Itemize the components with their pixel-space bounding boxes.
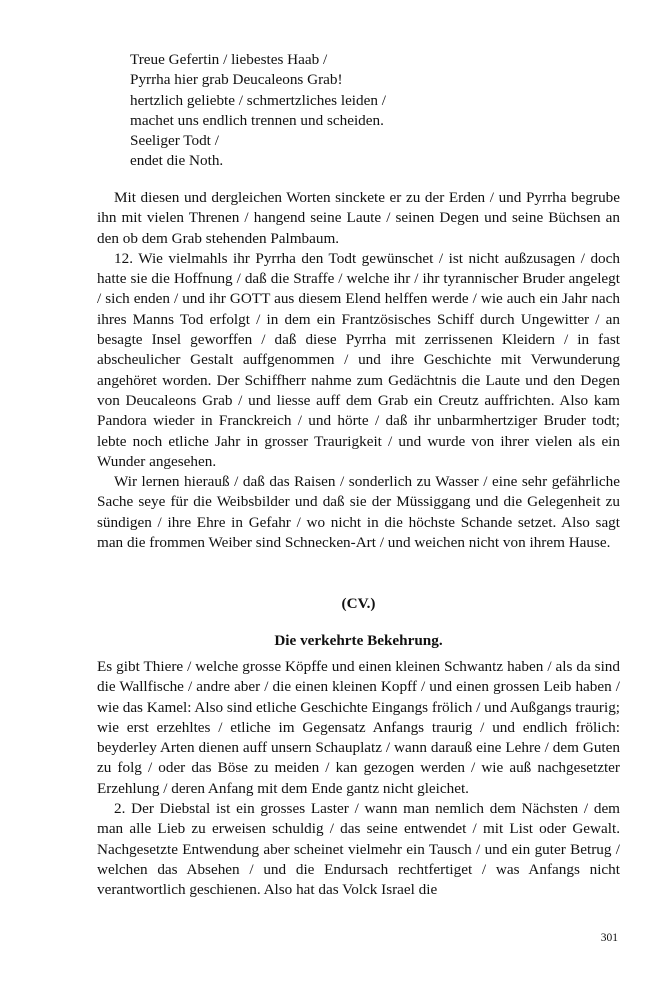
- chapter-number: (CV.): [341, 595, 376, 612]
- chapter-text: [97, 657, 620, 901]
- poem-line: Seeliger Todt /: [130, 132, 219, 150]
- poem-line: machet uns endlich trennen und scheiden.: [130, 111, 384, 129]
- poem-line: Pyrrha hier grab Deucaleons Grab!: [130, 71, 343, 89]
- paragraph: Mit diesen und dergleichen Worten sinckete er zu der Erden / und Pyrrha begrube ihn mit vielen Threnen / hangend seine Laute / seinen Degen und seine Büchsen an den ob dem Grab stehenden Palmbaum.: [97, 189, 620, 247]
- poem-verse: [130, 50, 610, 172]
- page-number: 301: [600, 932, 618, 944]
- chapter-title: Die verkehrte Bekehrung.: [274, 632, 443, 649]
- poem-line: hertzlich geliebte / schmertzliches leiden /: [130, 91, 386, 109]
- paragraph: Wir lernen hierauß / daß das Raisen / sonderlich zu Wasser / eine sehr gefährliche Sache seye für die Weibsbilder und daß sie der Müssiggang und die Gelegenheit zu sündigen / ihre Ehre in Gefahr / wo nicht in die höchste Schande setzet. Also sagt man die frommen Weiber sind Schnecken-Art / und weichen nicht von ihrem Hause.: [97, 473, 620, 552]
- poem-line: Treue Gefertin / liebestes Haab /: [130, 51, 328, 68]
- story-ending-text: [97, 188, 620, 553]
- paragraph: Es gibt Thiere / welche grosse Köpffe und einen kleinen Schwantz haben / als da sind die Wallfische / andre aber / die einen kleinen Kopff / und einen grossen Leib haben / wie das Kamel: Also sind etliche Geschichte Eingangs frölich / und Außgangs traurig; wie erst erzehltes / etliche im Gegensatz Anfangs traurig / und endlich frölich: beyderley Arten dienen auff unsern Schauplatz / wann darauß eine Lehre / dem Guten zu folg / oder das Böse zu meiden / kan gezogen werden / wie auß nachgesetzter Erzehlung / deren Anfang mit dem Ende gantz nicht gleichet.: [97, 658, 621, 797]
- paragraph: 2. Der Diebstal ist ein grosses Laster / wann man nemlich dem Nächsten / dem man alle Lieb zu erweisen schuldig / das seine entwendet / mit List oder Gewalt. Nachgesetzte Entwendung aber scheinet vielmehr ein Tausch / und ein guter Betrug / welchen das Absehen / und die Endursach rechtfertiget / was Anfangs nicht verantwortlich geschienen. Also hat das Volck Israel die: [97, 800, 620, 899]
- paragraph: 12. Wie vielmahls ihr Pyrrha den Todt gewünschet / ist nicht außzusagen / doch hatte sie die Hoffnung / daß die Straffe / welche ihr / ihr tyrannischer Bruder angelegt / sich enden / und ihr GOTT aus diesem Elend helffen werde / wie auch ein Jahr nach ihres Manns Tod erfolgt / in dem ein Frantzösisches Schiff durch Ungewitter / an besagte Insel geworffen / daß diese Pyrrha mit zerrissenen Kleidern / in fast abscheulicher Gestalt auffgenommen / und ihre Geschichte mit Verwunderung angehöret worden. Der Schiffherr nahme zum Gedächtnis die Laute und den Degen von Deucaleons Grab / und liesse auff dem Grab ein Creutz auffrichten. Also kam Pandora wieder in Franckreich / und hörte / daß ihr unbarmhertziger Bruder todt; lebte noch etliche Jahr in grosser Traurigkeit / und wurde von ihrer vielen als ein Wunder angesehen.: [97, 249, 620, 470]
- poem-line: endet die Noth.: [130, 152, 224, 170]
